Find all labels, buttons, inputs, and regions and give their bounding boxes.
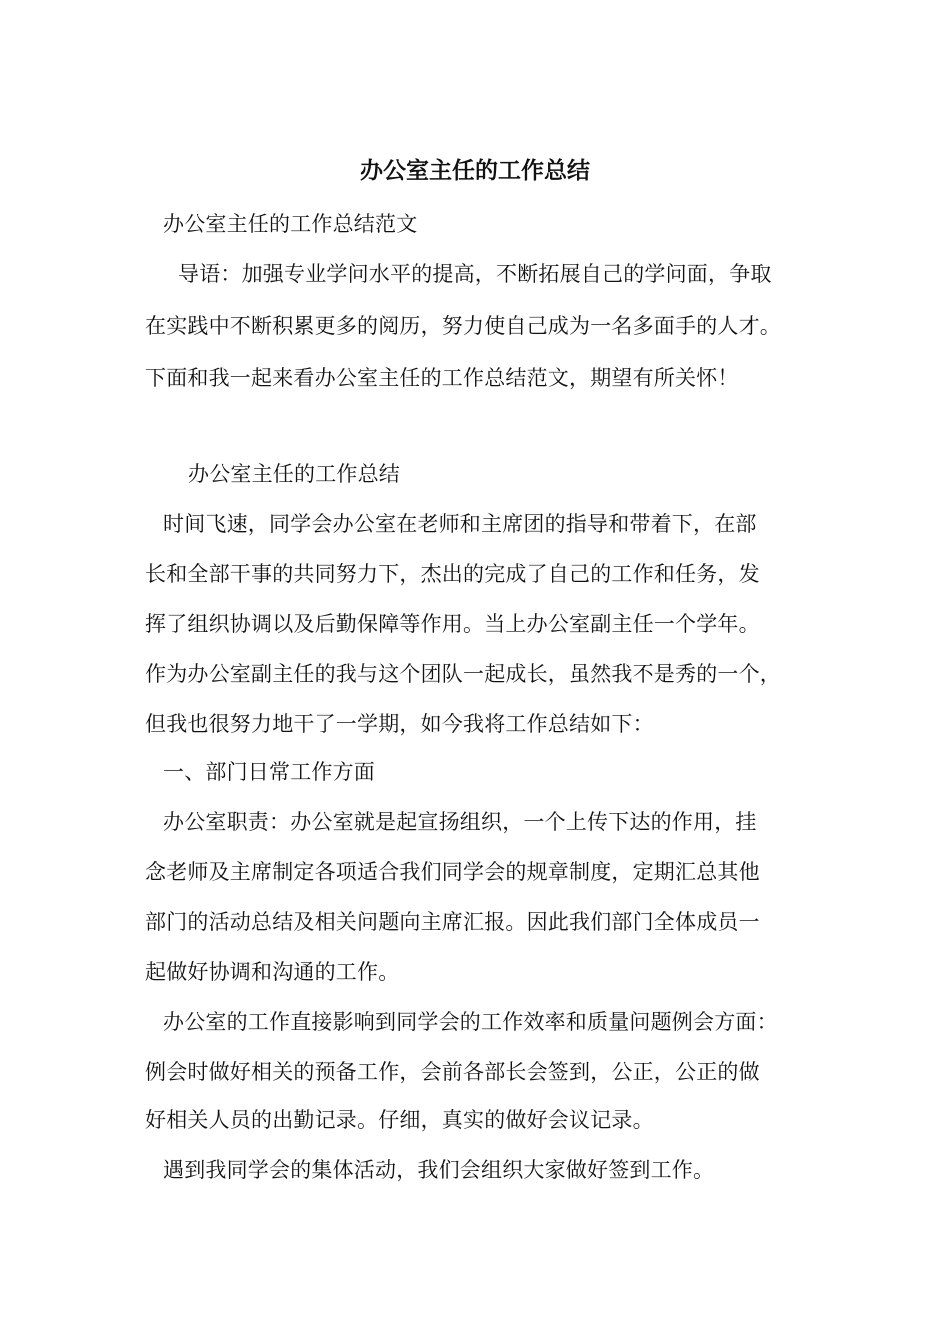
sub-heading-1: 一、部门日常工作方面 <box>163 760 375 784</box>
document-subtitle: 办公室主任的工作总结范文 <box>163 212 418 236</box>
paragraph3-line-3: 好相关人员的出勤记录。仔细，真实的做好会议记录。 <box>145 1108 654 1132</box>
paragraph3-line-2: 例会时做好相关的预备工作，会前各部长会签到，公正，公正的做 <box>145 1060 760 1084</box>
paragraph2-line-1: 办公室职责：办公室就是起宣扬组织，一个上传下达的作用，挂 <box>163 810 757 834</box>
paragraph2-line-4: 起做好协调和沟通的工作。 <box>145 960 400 984</box>
section-heading: 办公室主任的工作总结 <box>188 462 400 486</box>
document-title: 办公室主任的工作总结 <box>360 157 590 184</box>
paragraph1-line-1: 时间飞速，同学会办公室在老师和主席团的指导和带着下，在部 <box>163 512 757 536</box>
intro-line-1: 导语：加强专业学问水平的提高，不断拓展自己的学问面，争取 <box>178 262 772 286</box>
paragraph1-line-5: 但我也很努力地干了一学期，如今我将工作总结如下： <box>145 712 654 736</box>
paragraph3-line-1: 办公室的工作直接影响到同学会的工作效率和质量问题例会方面： <box>163 1010 778 1034</box>
intro-line-3: 下面和我一起来看办公室主任的工作总结范文，期望有所关怀！ <box>145 366 739 390</box>
intro-line-2: 在实践中不断积累更多的阅历，努力使自己成为一名多面手的人才。 <box>145 314 781 338</box>
paragraph4-line-1: 遇到我同学会的集体活动，我们会组织大家做好签到工作。 <box>163 1158 715 1182</box>
paragraph1-line-4: 作为办公室副主任的我与这个团队一起成长，虽然我不是秀的一个， <box>145 662 781 686</box>
paragraph2-line-2: 念老师及主席制定各项适合我们同学会的规章制度，定期汇总其他 <box>145 860 760 884</box>
paragraph2-line-3: 部门的活动总结及相关问题向主席汇报。因此我们部门全体成员一 <box>145 910 760 934</box>
paragraph1-line-3: 挥了组织协调以及后勤保障等作用。当上办公室副主任一个学年。 <box>145 612 760 636</box>
paragraph1-line-2: 长和全部干事的共同努力下，杰出的完成了自己的工作和任务，发 <box>145 562 760 586</box>
